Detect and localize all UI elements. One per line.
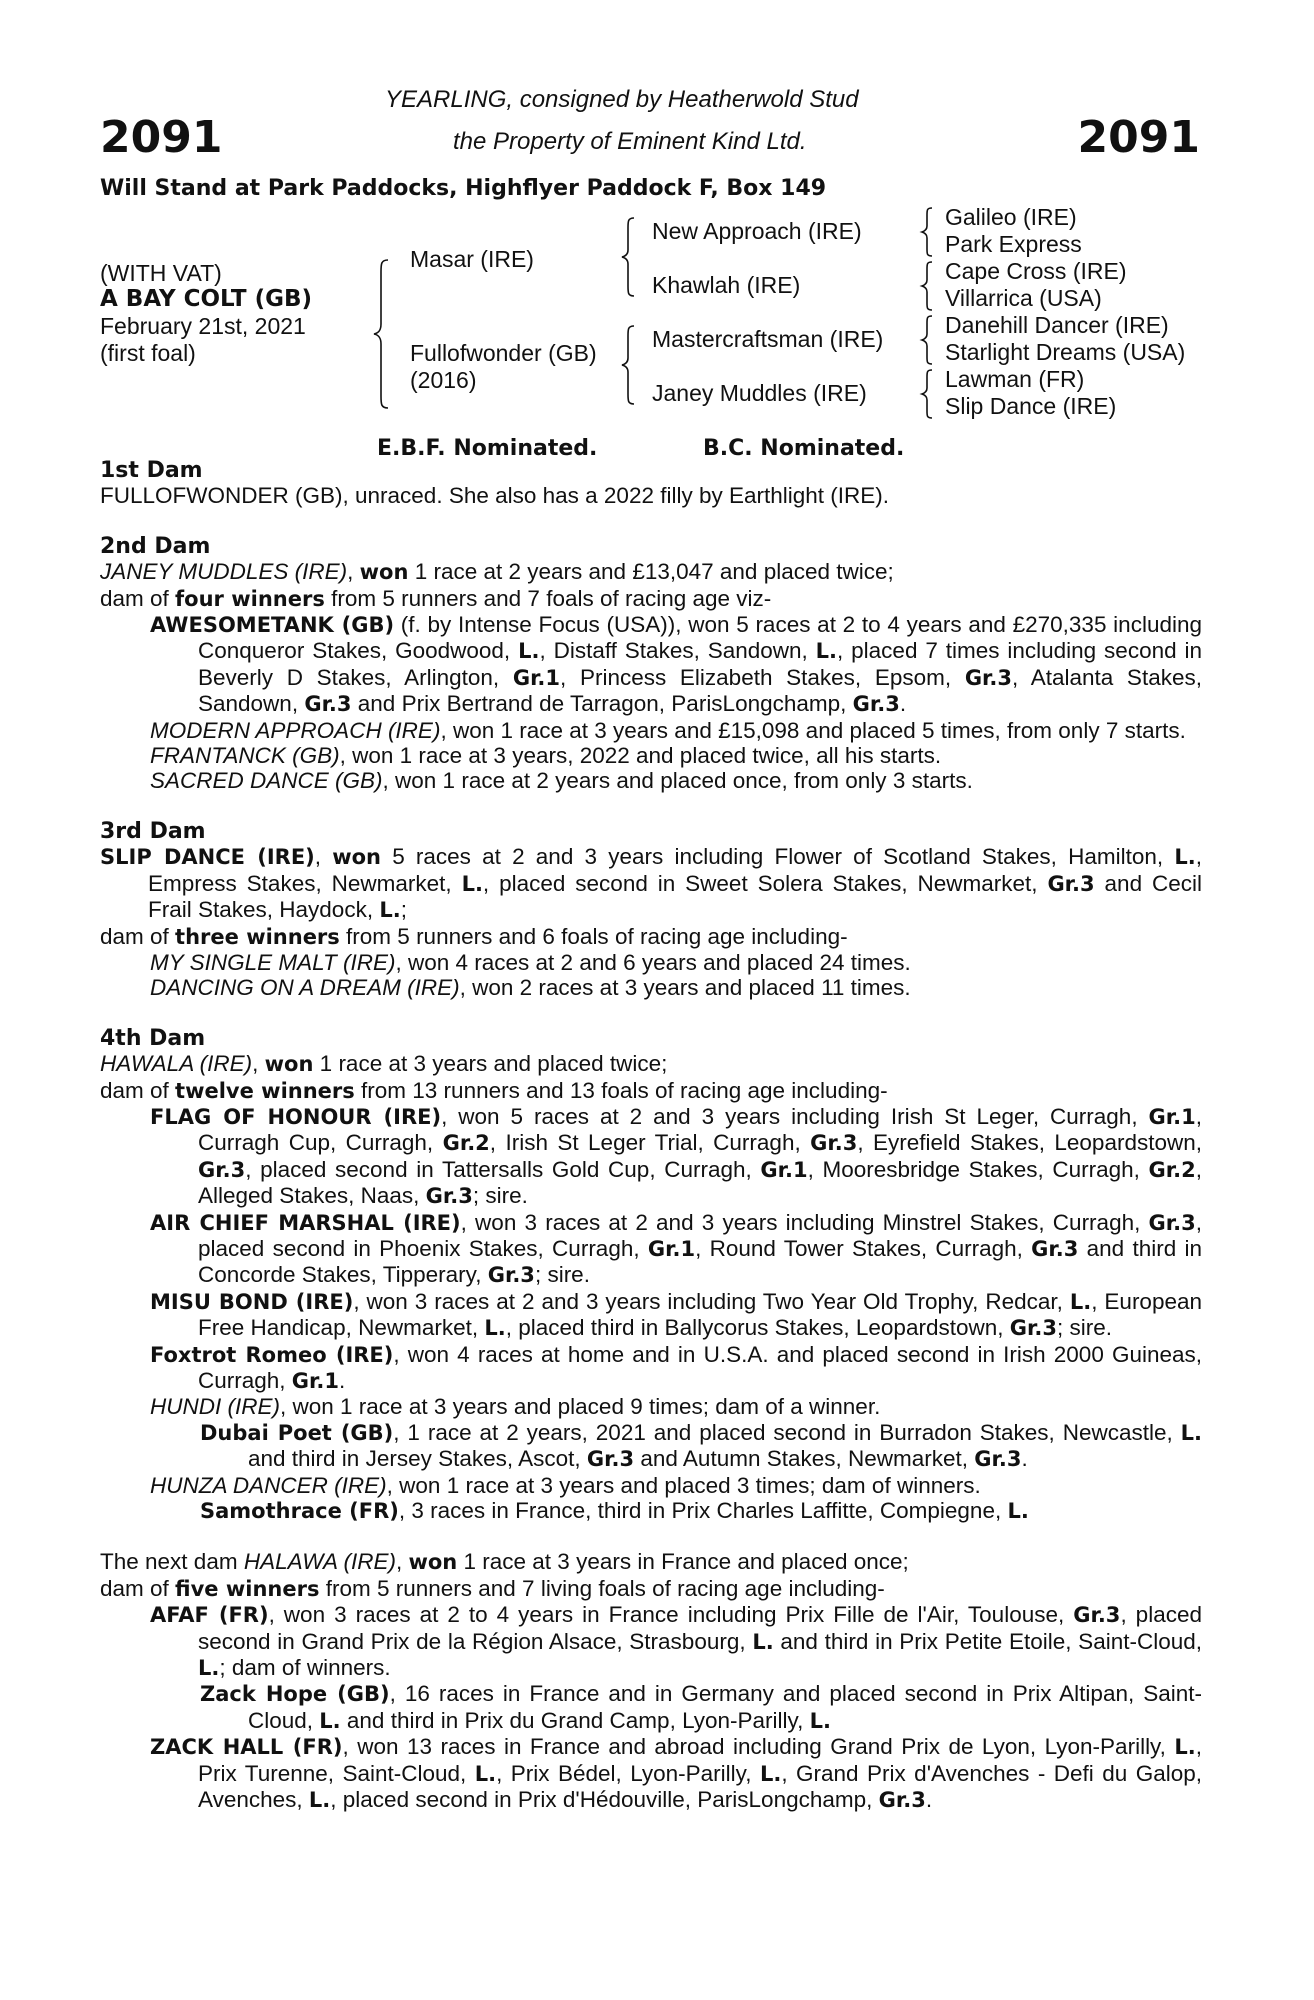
produce-entry: SACRED DANCE (GB), won 1 race at 2 years and placed once, from only 3 starts.: [150, 768, 973, 794]
ss-dam: Park Express: [945, 231, 1082, 257]
produce-entry: MISU BOND (IRE), won 3 races at 2 and 3 years including Two Year Old Trophy, Redcar, L., European Free Handicap, Newmarket, L., placed third in Ballycorus Stakes, Leopardstown, Gr.3; sire.: [150, 1288, 1202, 1341]
third-dam-record: SLIP DANCE (IRE), won 5 races at 2 and 3 years including Flower of Scotland Stakes, Hamilton, L., Empress Stakes, Newmarket, L., placed second in Sweet Solera Stakes, Newmarket, Gr.3 and Cecil Frail Stakes, Haydock, L.;: [100, 844, 1203, 923]
pedigree-bracket-dam: [620, 324, 638, 406]
pedigree-bracket-dd: [920, 368, 936, 420]
dd-dam: Slip Dance (IRE): [945, 393, 1117, 419]
produce-entry: FLAG OF HONOUR (IRE), won 5 races at 2 and 3 years including Irish St Leger, Curragh, Gr.1, Curragh Cup, Curragh, Gr.2, Irish St Leger Trial, Curragh, Gr.3, Eyrefield Stakes, Leopardstown, Gr.3, placed second in Tattersalls Gold Cup, Curragh, Gr.1, Mooresbridge Stakes, Curragh, Gr.2, Alleged Stakes, Naas, Gr.3; sire.: [150, 1103, 1202, 1209]
fourth-dam-record: HAWALA (IRE), won 1 race at 3 years and placed twice;: [100, 1051, 668, 1077]
ss-sire: Galileo (IRE): [945, 204, 1077, 230]
pedigree-bracket-sd: [920, 260, 936, 312]
produce-entry: HUNDI (IRE), won 1 race at 3 years and placed 9 times; dam of a winner.: [150, 1394, 881, 1420]
grand-produce-entry: Samothrace (FR), 3 races in France, third in Prix Charles Laffitte, Compiegne, L.: [200, 1498, 1029, 1524]
sd-dam: Villarrica (USA): [945, 285, 1102, 311]
horse-name: A BAY COLT (GB): [100, 286, 313, 312]
ds-sire: Danehill Dancer (IRE): [945, 312, 1169, 338]
bc-nomination: B.C. Nominated.: [703, 436, 905, 461]
next-dam-record: The next dam HALAWA (IRE), won 1 race at 3 years in France and placed once;: [100, 1549, 909, 1575]
dd-sire: Lawman (FR): [945, 366, 1085, 392]
produce-entry: MY SINGLE MALT (IRE), won 4 races at 2 and 6 years and placed 24 times.: [150, 949, 911, 975]
second-dam-heading: 2nd Dam: [100, 533, 211, 559]
pedigree-bracket-main: [372, 258, 392, 410]
next-dam-produce: dam of five winners from 5 runners and 7 living foals of racing age including-: [100, 1575, 885, 1601]
produce-entry: FRANTANCK (GB), won 1 race at 3 years, 2022 and placed twice, all his starts.: [150, 743, 942, 769]
vat-note: (WITH VAT): [100, 260, 222, 286]
dam-name: Fullofwonder (GB): [410, 340, 597, 366]
produce-entry: Foxtrot Romeo (IRE), won 4 races at home and in U.S.A. and placed second in Irish 2000 Guineas, Curragh, Gr.1.: [150, 1341, 1203, 1393]
first-dam-text: FULLOFWONDER (GB), unraced. She also has a 2022 filly by Earthlight (IRE).: [100, 483, 890, 509]
pedigree-bracket-sire: [620, 216, 638, 298]
foaling-date: February 21st, 2021: [100, 313, 306, 339]
family-details: [100, 458, 1202, 1814]
pedigree-bracket-ss: [920, 206, 936, 258]
stand-location: Will Stand at Park Paddocks, Highflyer Paddock F, Box 149: [100, 176, 827, 201]
produce-entry: MODERN APPROACH (IRE), won 1 race at 3 years and £15,098 and placed 5 times, from only 7 starts.: [150, 717, 1186, 743]
produce-entry: HUNZA DANCER (IRE), won 1 race at 3 years and placed 3 times; dam of winners.: [150, 1472, 981, 1498]
third-dam-heading: 3rd Dam: [100, 818, 206, 844]
fourth-dam-heading: 4th Dam: [100, 1025, 206, 1051]
produce-entry: ZACK HALL (FR), won 13 races in France and abroad including Grand Prix de Lyon, Lyon-Parilly, L., Prix Turenne, Saint-Cloud, L., Prix Bédel, Lyon-Parilly, L., Grand Prix d'Avenches - Defi du Galop, Avenches, L., placed second in Prix d'Hédouville, ParisLongchamp, Gr.3.: [150, 1734, 1202, 1813]
grand-produce-entry: Dubai Poet (GB), 1 race at 2 years, 2021 and placed second in Burradon Stakes, Newcastle, L. and third in Jersey Stakes, Ascot, Gr.3 and Autumn Stakes, Newmarket, Gr.3.: [200, 1419, 1202, 1472]
sire-name: Masar (IRE): [410, 246, 534, 272]
sire-sire: New Approach (IRE): [652, 218, 862, 244]
foal-note: (first foal): [100, 340, 196, 366]
third-dam-produce: dam of three winners from 5 runners and 6 foals of racing age including-: [100, 923, 848, 949]
produce-entry: DANCING ON A DREAM (IRE), won 2 races at 3 years and placed 11 times.: [150, 975, 911, 1001]
lot-number-right: 2091: [1077, 112, 1200, 163]
ebf-nomination: E.B.F. Nominated.: [377, 436, 598, 461]
dam-dam: Janey Muddles (IRE): [652, 380, 867, 406]
grand-produce-entry: Zack Hope (GB), 16 races in France and in Germany and placed second in Prix Altipan, Saint-Cloud, L. and third in Prix du Grand Camp, Lyon-Parilly, L.: [200, 1681, 1202, 1733]
dam-year: (2016): [410, 367, 477, 393]
fourth-dam-produce: dam of twelve winners from 13 runners and 13 foals of racing age including-: [100, 1077, 888, 1103]
produce-entry: AIR CHIEF MARSHAL (IRE), won 3 races at 2 and 3 years including Minstrel Stakes, Curragh, Gr.3, placed second in Phoenix Stakes, Curragh, Gr.1, Round Tower Stakes, Curragh, Gr.3 and third in Concorde Stakes, Tipperary, Gr.3; sire.: [150, 1209, 1203, 1288]
pedigree-bracket-ds: [920, 314, 936, 366]
first-dam-heading: 1st Dam: [100, 458, 203, 483]
consignment-line: YEARLING, consigned by Heatherwold Stud: [385, 86, 859, 113]
ds-dam: Starlight Dreams (USA): [945, 339, 1186, 365]
lot-number-left: 2091: [100, 112, 223, 163]
sire-dam: Khawlah (IRE): [652, 272, 801, 298]
produce-entry: AWESOMETANK (GB) (f. by Intense Focus (USA)), won 5 races at 2 to 4 years and £270,335 including Conqueror Stakes, Goodwood, L., Distaff Stakes, Sandown, L., placed 7 times including second in Beverly D Stakes, Arlington, Gr.1, Princess Elizabeth Stakes, Epsom, Gr.3, Atalanta Stakes, Sandown, Gr.3 and Prix Bertrand de Tarragon, ParisLongchamp, Gr.3.: [150, 612, 1202, 717]
second-dam-record: JANEY MUDDLES (IRE), won 1 race at 2 years and £13,047 and placed twice;: [100, 559, 894, 585]
sd-sire: Cape Cross (IRE): [945, 258, 1127, 284]
property-line: the Property of Eminent Kind Ltd.: [453, 128, 807, 155]
second-dam-produce: dam of four winners from 5 runners and 7 foals of racing age viz-: [100, 585, 772, 611]
produce-entry: AFAF (FR), won 3 races at 2 to 4 years in France including Prix Fille de l'Air, Toulouse, Gr.3, placed second in Grand Prix de la Région Alsace, Strasbourg, L. and third in Prix Petite Etoile, Saint-Cloud, L.; dam of winners.: [150, 1602, 1202, 1681]
dam-sire: Mastercraftsman (IRE): [652, 326, 884, 352]
dam-name: JANEY MUDDLES (IRE): [100, 559, 348, 585]
